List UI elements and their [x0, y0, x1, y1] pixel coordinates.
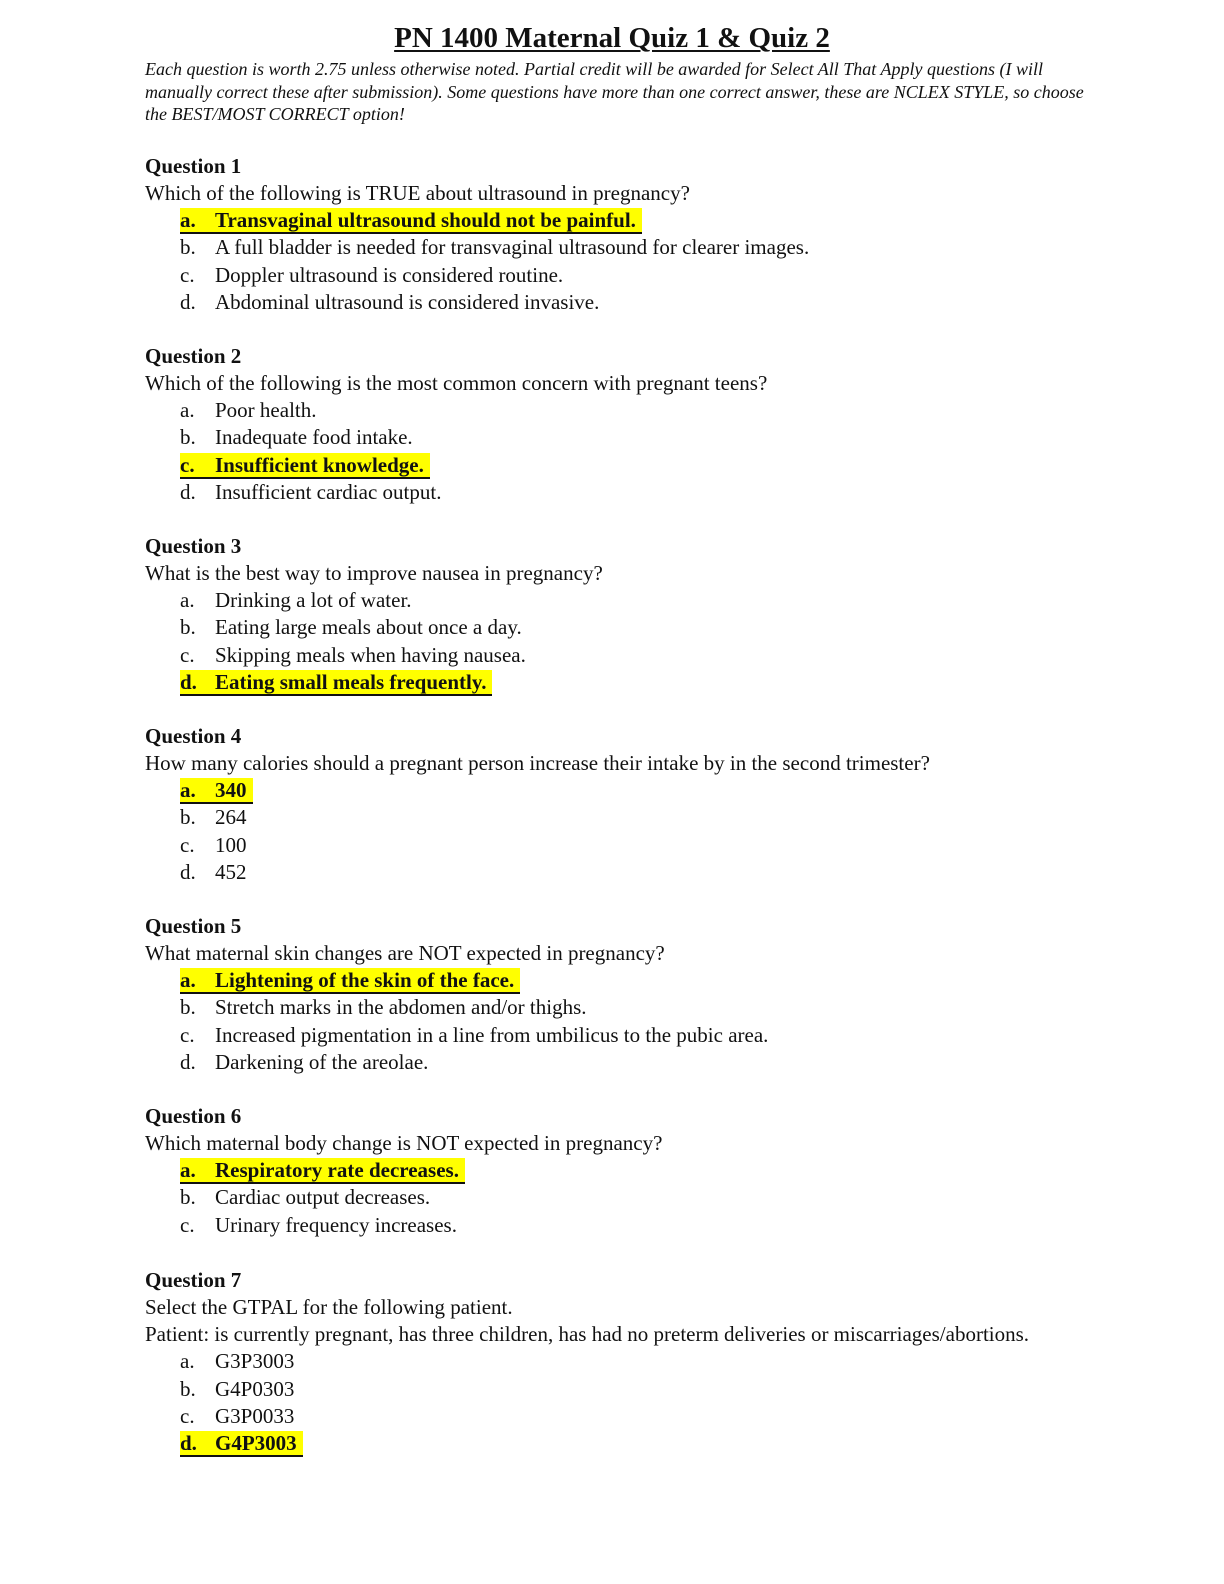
- question-text: Which of the following is the most common concern with pregnant teens?: [145, 371, 768, 395]
- option-letter: a.: [180, 968, 196, 993]
- instructions-text: Each question is worth 2.75 unless otherwise noted. Partial credit will be awarded for Select All That Apply questions (I will manually correct these after submission). Some questions have more than one correct answer, these are NCLEX STYLE, so choose the BEST/MOST CORRECT option!: [145, 59, 1084, 124]
- option-text: Transvaginal ultrasound should not be painful.: [215, 208, 636, 233]
- page-title: PN 1400 Maternal Quiz 1 & Quiz 2: [394, 22, 830, 54]
- option-letter: d.: [180, 859, 196, 884]
- correct-answer-option: [145, 777, 1095, 804]
- answer-option: [145, 1022, 1095, 1049]
- question-block: [145, 533, 1095, 696]
- answer-highlight: [180, 453, 430, 479]
- question-text: What is the best way to improve nausea in pregnancy?: [145, 561, 603, 585]
- question-heading: Question 2: [145, 344, 242, 368]
- option-letter: a.: [180, 208, 196, 233]
- option-letter: b.: [180, 615, 196, 640]
- question-text: Which maternal body change is NOT expected in pregnancy?: [145, 1131, 663, 1155]
- option-letter: b.: [180, 1185, 196, 1210]
- answer-option: [145, 1403, 1095, 1430]
- answer-highlight: [180, 208, 642, 234]
- option-text: G4P3003: [215, 1430, 297, 1455]
- correct-answer-option: [145, 207, 1095, 234]
- answer-options: [145, 397, 1095, 506]
- answer-highlight: [180, 670, 492, 696]
- answer-option: [145, 397, 1095, 424]
- correct-answer-option: [145, 967, 1095, 994]
- answer-option: [145, 424, 1095, 451]
- question-text: What maternal skin changes are NOT expected in pregnancy?: [145, 941, 665, 965]
- option-letter: c.: [180, 832, 195, 857]
- option-text: G3P0033: [215, 1403, 295, 1428]
- option-text: Abdominal ultrasound is considered invasive.: [215, 289, 600, 314]
- option-letter: a.: [180, 588, 195, 613]
- answer-highlight: [180, 1158, 465, 1184]
- option-text: 340: [215, 778, 247, 803]
- option-text: Lightening of the skin of the face.: [215, 968, 515, 993]
- option-text: Insufficient knowledge.: [215, 452, 424, 477]
- option-text: G3P3003: [215, 1349, 295, 1374]
- option-text: Drinking a lot of water.: [215, 588, 412, 613]
- answer-option: [145, 289, 1095, 316]
- option-text: 452: [215, 859, 247, 884]
- answer-option: [145, 1348, 1095, 1375]
- option-text: Skipping meals when having nausea.: [215, 642, 526, 667]
- option-text: Respiratory rate decreases.: [215, 1158, 459, 1183]
- answer-highlight: [180, 1431, 303, 1457]
- option-letter: b.: [180, 1376, 196, 1401]
- question-block: [145, 723, 1095, 886]
- option-letter: a.: [180, 1158, 196, 1183]
- option-text: Cardiac output decreases.: [215, 1185, 431, 1210]
- answer-options: [145, 1157, 1095, 1239]
- question-text: Patient: is currently pregnant, has three children, has had no preterm deliveries or miscarriages/abortions.: [145, 1322, 1030, 1347]
- option-letter: c.: [180, 1022, 195, 1047]
- answer-options: [145, 207, 1095, 316]
- question-block: [145, 153, 1095, 316]
- answer-highlight: [180, 968, 520, 994]
- option-letter: d.: [180, 1049, 196, 1074]
- question-heading: Question 3: [145, 534, 242, 558]
- option-letter: b.: [180, 235, 196, 260]
- option-text: Poor health.: [215, 398, 317, 423]
- option-letter: c.: [180, 1403, 195, 1428]
- option-text: Doppler ultrasound is considered routine.: [215, 262, 564, 287]
- question-text: Select the GTPAL for the following patient.: [145, 1295, 513, 1319]
- question-heading: Question 5: [145, 914, 242, 938]
- option-letter: d.: [180, 479, 196, 504]
- question-text: Which of the following is TRUE about ultrasound in pregnancy?: [145, 181, 690, 205]
- option-letter: a.: [180, 398, 195, 423]
- option-text: Increased pigmentation in a line from umbilicus to the pubic area.: [215, 1022, 769, 1047]
- question-block: [145, 1103, 1095, 1239]
- option-text: Urinary frequency increases.: [215, 1212, 457, 1237]
- option-text: A full bladder is needed for transvaginal ultrasound for clearer images.: [215, 235, 810, 260]
- answer-options: [145, 777, 1095, 886]
- question-block: [145, 1267, 1095, 1457]
- correct-answer-option: [145, 1157, 1095, 1184]
- option-letter: a.: [180, 1349, 195, 1374]
- answer-option: [145, 1376, 1095, 1403]
- option-text: 100: [215, 832, 247, 857]
- option-letter: a.: [180, 778, 196, 803]
- answer-option: [145, 1049, 1095, 1076]
- question-heading: Question 1: [145, 154, 242, 178]
- question-heading: Question 7: [145, 1268, 242, 1292]
- answer-options: [145, 587, 1095, 696]
- answer-option: [145, 614, 1095, 641]
- option-letter: d.: [180, 669, 197, 694]
- option-letter: b.: [180, 805, 196, 830]
- option-text: Eating small meals frequently.: [215, 669, 487, 694]
- option-letter: c.: [180, 1212, 195, 1237]
- answer-options: [145, 1348, 1095, 1457]
- option-letter: b.: [180, 995, 196, 1020]
- answer-options: [145, 967, 1095, 1076]
- answer-option: [145, 642, 1095, 669]
- correct-answer-option: [145, 1430, 1095, 1457]
- answer-option: [145, 804, 1095, 831]
- question-block: [145, 913, 1095, 1076]
- option-text: Darkening of the areolae.: [215, 1049, 429, 1074]
- answer-option: [145, 1212, 1095, 1239]
- answer-highlight: [180, 778, 253, 804]
- question-heading: Question 4: [145, 724, 242, 748]
- answer-option: [145, 234, 1095, 261]
- correct-answer-option: [145, 452, 1095, 479]
- answer-option: [145, 859, 1095, 886]
- option-letter: d.: [180, 1430, 197, 1455]
- option-letter: b.: [180, 425, 196, 450]
- option-letter: c.: [180, 452, 195, 477]
- question-block: [145, 343, 1095, 506]
- option-text: Stretch marks in the abdomen and/or thighs.: [215, 995, 587, 1020]
- option-text: Insufficient cardiac output.: [215, 479, 442, 504]
- answer-option: [145, 832, 1095, 859]
- option-text: 264: [215, 805, 247, 830]
- answer-option: [145, 1184, 1095, 1211]
- option-letter: c.: [180, 642, 195, 667]
- option-text: G4P0303: [215, 1376, 295, 1401]
- answer-option: [145, 587, 1095, 614]
- question-text: How many calories should a pregnant person increase their intake by in the second trimester?: [145, 751, 930, 775]
- option-letter: d.: [180, 289, 196, 314]
- answer-option: [145, 994, 1095, 1021]
- question-heading: Question 6: [145, 1104, 242, 1128]
- option-text: Inadequate food intake.: [215, 425, 413, 450]
- correct-answer-option: [145, 669, 1095, 696]
- option-text: Eating large meals about once a day.: [215, 615, 522, 640]
- option-letter: c.: [180, 262, 195, 287]
- answer-option: [145, 479, 1095, 506]
- answer-option: [145, 262, 1095, 289]
